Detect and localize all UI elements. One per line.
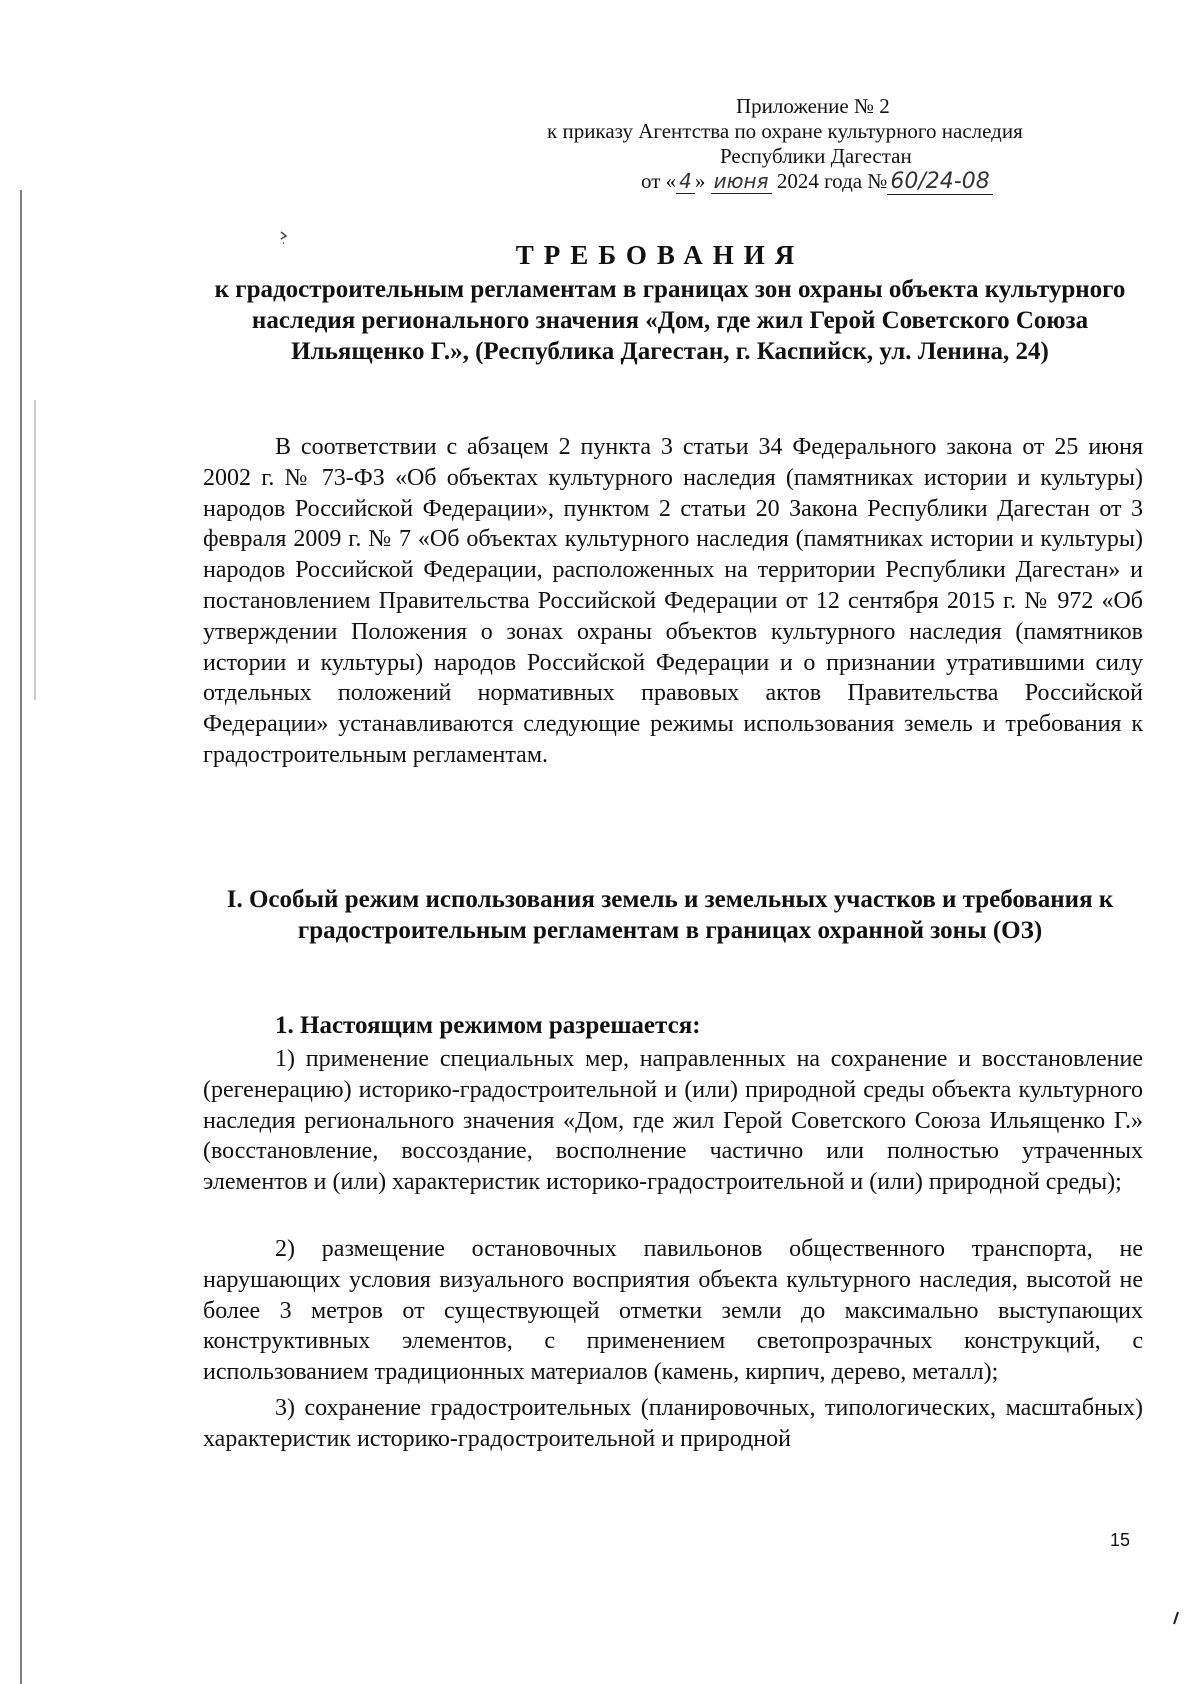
appendix-line-3: Республики Дагестан	[720, 144, 912, 168]
item-heading: 1. Настоящим режимом разрешается:	[275, 1012, 701, 1039]
list-item: 1) применение специальных мер, направленных на сохранение и восстановление (регенерацию) историко-градостроительной и (или) природной среды объекта культурного наследия регионального значения «Дом, где жил Герой Советского Союза Ильященко Г.» (восстановление, воссоздание, восполнение частично или полностью утраченных элементов и (или) характеристик историко-градостроительной и (или) природной среды);	[203, 1046, 1143, 1196]
appendix-header	[500, 94, 1130, 194]
page-number: 15	[1110, 1530, 1131, 1550]
handwritten-month: июня	[711, 169, 772, 194]
handwritten-reg-number: 60/24-08	[887, 169, 992, 195]
appendix-date-line	[500, 169, 1130, 194]
document-title: ТРЕБОВАНИЯ	[515, 240, 805, 270]
list-item: 3) сохранение градостроительных (планировочных, типологических, масштабных) характеристик историко-градостроительной и природной	[203, 1395, 1143, 1452]
appendix-line-2: к приказу Агентства по охране культурного наследия	[547, 119, 1023, 143]
date-prefix: от «	[641, 169, 677, 193]
list-item: 2) размещение остановочных павильонов общественного транспорта, не нарушающих условия визуального восприятия объекта культурного наследия, высотой не более 3 метров от существующей отметки земли до максимально выступающих конструктивных элементов, с применением светопрозрачных конструкций, с использованием традиционных материалов (камень, кирпич, дерево, металл);	[203, 1236, 1143, 1386]
right-edge-mark	[1174, 1612, 1178, 1624]
handwritten-day: 4	[676, 169, 695, 194]
date-separator: »	[694, 169, 706, 193]
intro-paragraph: В соответствии с абзацем 2 пункта 3 статьи 34 Федерального закона от 25 июня 2002 г. № 73-ФЗ «Об объектах культурного наследия (памятниках истории и культуры) народов Российской Федерации», пунктом 2 статьи 20 Закона Республики Дагестан от 3 февраля 2009 г. № 7 «Об объектах культурного наследия (памятниках истории и культуры) народов Российской Федерации, расположенных на территории Республики Дагестан» и постановлением Правительства Российской Федерации от 12 сентября 2015 г. № 972 «Об утверждении Положения о зонах охраны объектов культурного наследия (памятников истории и культуры) народов Российской Федерации и о признании утратившими силу отдельных положений нормативных правовых актов Правительства Российской Федерации» устанавливаются следующие режимы использования земель и требования к градостроительным регламентам.	[203, 434, 1143, 768]
section-heading: I. Особый режим использования земель и земельных участков и требования к градостроительным регламентам в границах охранной зоны (ОЗ)	[226, 886, 1114, 944]
appendix-line-1: Приложение № 2	[736, 94, 890, 118]
document-subtitle: к градостроительным регламентам в границах зон охраны объекта культурного наследия регионального значения «Дом, где жил Герой Советского Союза Ильященко Г.», (Республика Дагестан, г. Каспийск, ул. Ленина, 24)	[214, 276, 1126, 365]
date-year: 2024 года №	[776, 169, 888, 193]
